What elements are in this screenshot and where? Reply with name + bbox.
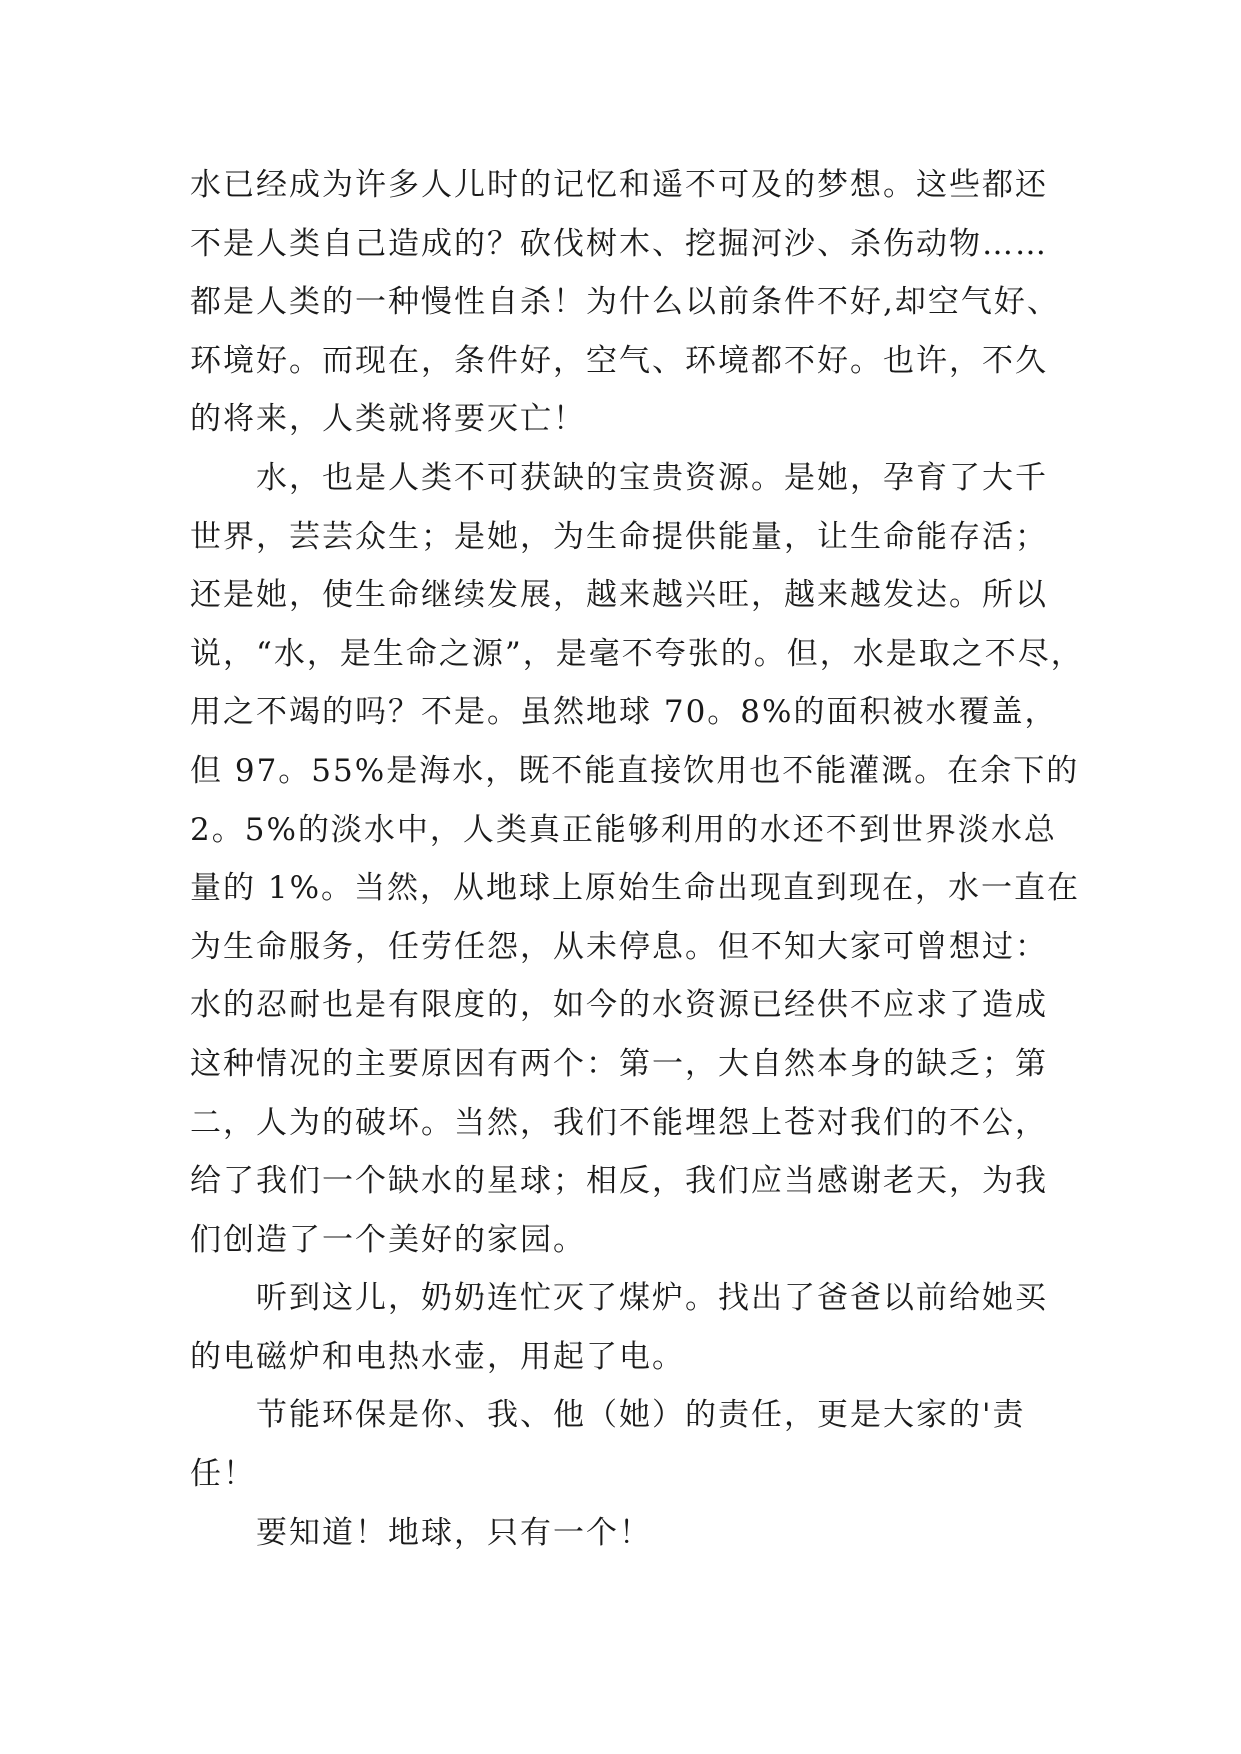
text-line: 的电磁炉和电热水壶，用起了电。 [190, 1338, 685, 1375]
paragraph-grandma [190, 1269, 1090, 1386]
text-line: 不是人类自己造成的？砍伐树木、挖掘河沙、杀伤动物…… [190, 225, 1048, 262]
text-line: 任！ [190, 1456, 256, 1493]
text-line: 们创造了一个美好的家园。 [190, 1221, 586, 1258]
text-line: 听到这儿，奶奶连忙灭了煤炉。找出了爸爸以前给她买 [256, 1280, 1048, 1317]
text-line: 说，“水，是生命之源”，是毫不夸张的。但，水是取之不尽， [190, 635, 1084, 672]
text-line: 要知道！地球，只有一个！ [256, 1514, 652, 1551]
paragraph-water-resources [190, 449, 1090, 1269]
text-line: 但 97。55%是海水，既不能直接饮用也不能灌溉。在余下的 [190, 752, 1080, 789]
text-line: 世界，芸芸众生；是她，为生命提供能量，让生命能存活； [190, 518, 1048, 555]
paragraph-responsibility [190, 1386, 1090, 1503]
text-line: 为生命服务，任劳任怨，从未停息。但不知大家可曾想过： [190, 928, 1048, 965]
text-line: 水的忍耐也是有限度的，如今的水资源已经供不应求了造成 [190, 987, 1048, 1024]
text-line: 还是她，使生命继续发展，越来越兴旺，越来越发达。所以 [190, 577, 1048, 614]
text-line: 都是人类的一种慢性自杀！为什么以前条件不好,却空气好、 [190, 284, 1060, 321]
text-line: 水已经成为许多人儿时的记忆和遥不可及的梦想。这些都还 [190, 167, 1048, 203]
document-body [190, 156, 1090, 1562]
text-line: 环境好。而现在，条件好，空气、环境都不好。也许，不久 [190, 342, 1048, 379]
text-line: 节能环保是你、我、他（她）的责任，更是大家的'责 [256, 1397, 1026, 1434]
text-line: 量的 1%。当然，从地球上原始生命出现直到现在，水一直在 [190, 870, 1081, 907]
text-line: 2。5%的淡水中，人类真正能够利用的水还不到世界淡水总 [190, 811, 1057, 848]
paragraph-closing [190, 1504, 1090, 1563]
paragraph-continued [190, 156, 1090, 449]
text-line: 用之不竭的吗？不是。虽然地球 70。8%的面积被水覆盖， [190, 694, 1058, 731]
text-line: 二，人为的破坏。当然，我们不能埋怨上苍对我们的不公， [190, 1104, 1048, 1141]
text-line: 的将来，人类就将要灭亡！ [190, 401, 586, 438]
text-line: 这种情况的主要原因有两个：第一，大自然本身的缺乏；第 [190, 1045, 1048, 1082]
text-line: 给了我们一个缺水的星球；相反，我们应当感谢老天，为我 [190, 1163, 1048, 1200]
text-line: 水，也是人类不可获缺的宝贵资源。是她，孕育了大千 [256, 459, 1048, 496]
